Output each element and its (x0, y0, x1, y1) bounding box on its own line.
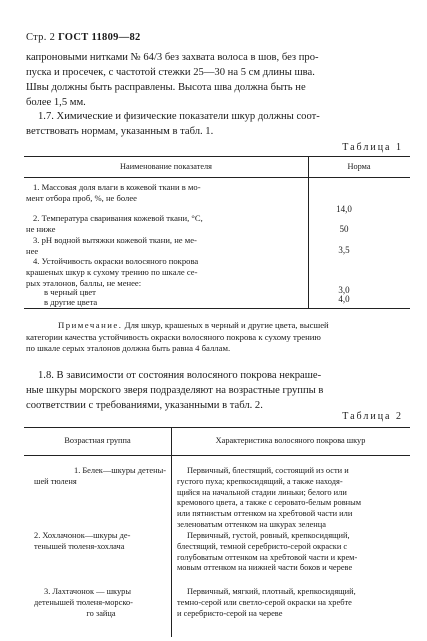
table2-header-desc: Характеристика волосяного покрова шкур (215, 436, 366, 445)
cell-line: мовым оттенком на нижней части боков и череве (177, 563, 353, 573)
cell-line: зеленоватым оттенком на шкурах зеленца (177, 519, 326, 529)
table2-header-rule (24, 455, 410, 456)
paragraph-1-7 (26, 109, 410, 139)
table1-row-4a: в черный цвет (44, 287, 96, 297)
table2-column-divider (171, 427, 172, 637)
cell-line: 1. Массовая доля влаги в кожевой ткани в мо- (33, 182, 201, 192)
cell-line: Первичный, густой, ровный, крепкосидящий, (187, 531, 350, 540)
table2-group-2 (34, 531, 168, 553)
cell-line: тенышей тюленя-хохлача (34, 541, 125, 551)
cell-line: 2. Хохлачонок—шкуры де- (34, 531, 131, 540)
table2-top-rule (24, 427, 410, 428)
table1-column-divider (308, 156, 309, 308)
cell-line: густого пуха; крепкосидящий, а также находя- (177, 476, 343, 486)
table1-header-rule (24, 177, 410, 178)
note-line: по шкале серых эталонов должна быть равна 4 баллам. (26, 343, 231, 353)
table2-group-3 (34, 587, 168, 619)
table2-group-1 (34, 466, 166, 488)
table1-row-4b: в другие цвета (44, 297, 98, 307)
table2-desc-3 (177, 587, 409, 619)
table1-value-3: 3,5 (338, 245, 350, 255)
table2-desc-1 (177, 466, 409, 531)
table1-row-4 (26, 256, 301, 290)
table1-header-name: Наименование показателя (120, 162, 212, 171)
note-line: категории качества устойчивость окраски волосяного покрова к сухому трению (26, 331, 321, 342)
table2-desc-2 (177, 531, 409, 574)
cell-line: не ниже (26, 224, 56, 235)
cell-line: щийся на начальной стадии линьки; белого или (177, 487, 347, 497)
cell-line: го зайца (86, 608, 116, 618)
cell-line: 3. Лахтачонок — шкуры (44, 587, 131, 596)
text-line: 1.8. В зависимости от состояния волосяного покрова некраше- (38, 370, 322, 381)
cell-line: 1. Белек—шкуры детены- (74, 466, 166, 475)
cell-line: мент отбора проб, %, не более (26, 193, 137, 204)
cell-line: Первичный, блестящий, состоящий из ости и (187, 466, 349, 475)
paragraph-1-8 (26, 368, 410, 413)
table1-note (26, 320, 410, 355)
table1-bottom-rule (24, 308, 410, 309)
cell-line: кремового цвета, а также с серовато-белым ровным (177, 498, 362, 508)
note-label: Примечание. (58, 320, 123, 330)
page-number: Стр. 2 (26, 32, 56, 43)
table1-value-4a: 3,0 (338, 285, 350, 295)
cell-line: детенышей тюленя-морско- (34, 597, 133, 607)
cell-line: блестящий, темной серебристо-серой окраски с (177, 541, 348, 551)
table1-top-rule (24, 156, 410, 157)
text-line: ные шкуры морского зверя подразделяют на возрастные группы в (26, 385, 324, 396)
intro-paragraph (26, 50, 410, 110)
table1-row-3 (26, 235, 301, 257)
cell-line: 3. pH водной вытяжки кожевой ткани, не ме- (33, 235, 197, 245)
table1-value-2: 50 (339, 224, 349, 234)
cell-line: крашеных шкур к сухому трению по шкале се- (26, 267, 198, 278)
table1-header-norm: Норма (347, 162, 371, 171)
text-line: Швы должны быть расправлены. Высота шва должна быть не (26, 82, 306, 93)
cell-line: рых эталонов, баллы, не менее: (26, 278, 142, 289)
cell-line: 4. Устойчивость окраски волосяного покрова (33, 256, 199, 266)
table1-value-4b: 4,0 (338, 294, 350, 304)
table1-row-2 (26, 213, 301, 235)
text-line: пуска и просечек, с частотой стежки 25—30 на 5 см длины шва. (26, 67, 315, 78)
text-line: 1.7. Химические и физические показатели шкур должны соот- (38, 111, 320, 122)
cell-line: шей тюленя (34, 476, 77, 486)
table1-row-1 (26, 182, 301, 204)
cell-line: или пятнистым оттенком на хребтовой части или (177, 509, 353, 519)
note-line: Для шкур, крашеных в черный и другие цвета, высшей (122, 320, 329, 330)
table2-caption: Таблица 2 (342, 411, 403, 422)
text-line: соответствии с требованиями, указанными в табл. 2. (26, 400, 263, 411)
page-header (26, 32, 141, 43)
cell-line: и серебристо-серой на череве (177, 608, 283, 618)
cell-line: нее (26, 246, 39, 257)
table1-value-1: 14,0 (336, 204, 352, 214)
cell-line: 2. Температура сваривания кожевой ткани, °С, (33, 213, 203, 223)
cell-line: темно-серой или светло-серой окраски на хребте (177, 597, 352, 607)
text-line: капроновыми нитками № 64/3 без захвата волоса в шов, без про- (26, 52, 319, 63)
standard-code: ГОСТ 11809—82 (58, 32, 141, 43)
table2-header-group: Возрастная группа (64, 436, 131, 445)
text-line: ветствовать нормам, указанным в табл. 1. (26, 126, 214, 137)
text-line: более 1,5 мм. (26, 97, 86, 108)
cell-line: Первичный, мягкий, плотный, крепкосидящий, (187, 587, 356, 596)
table1-caption: Таблица 1 (342, 142, 403, 153)
cell-line: голубоватым оттенком на хребтовой части и крем- (177, 552, 358, 562)
